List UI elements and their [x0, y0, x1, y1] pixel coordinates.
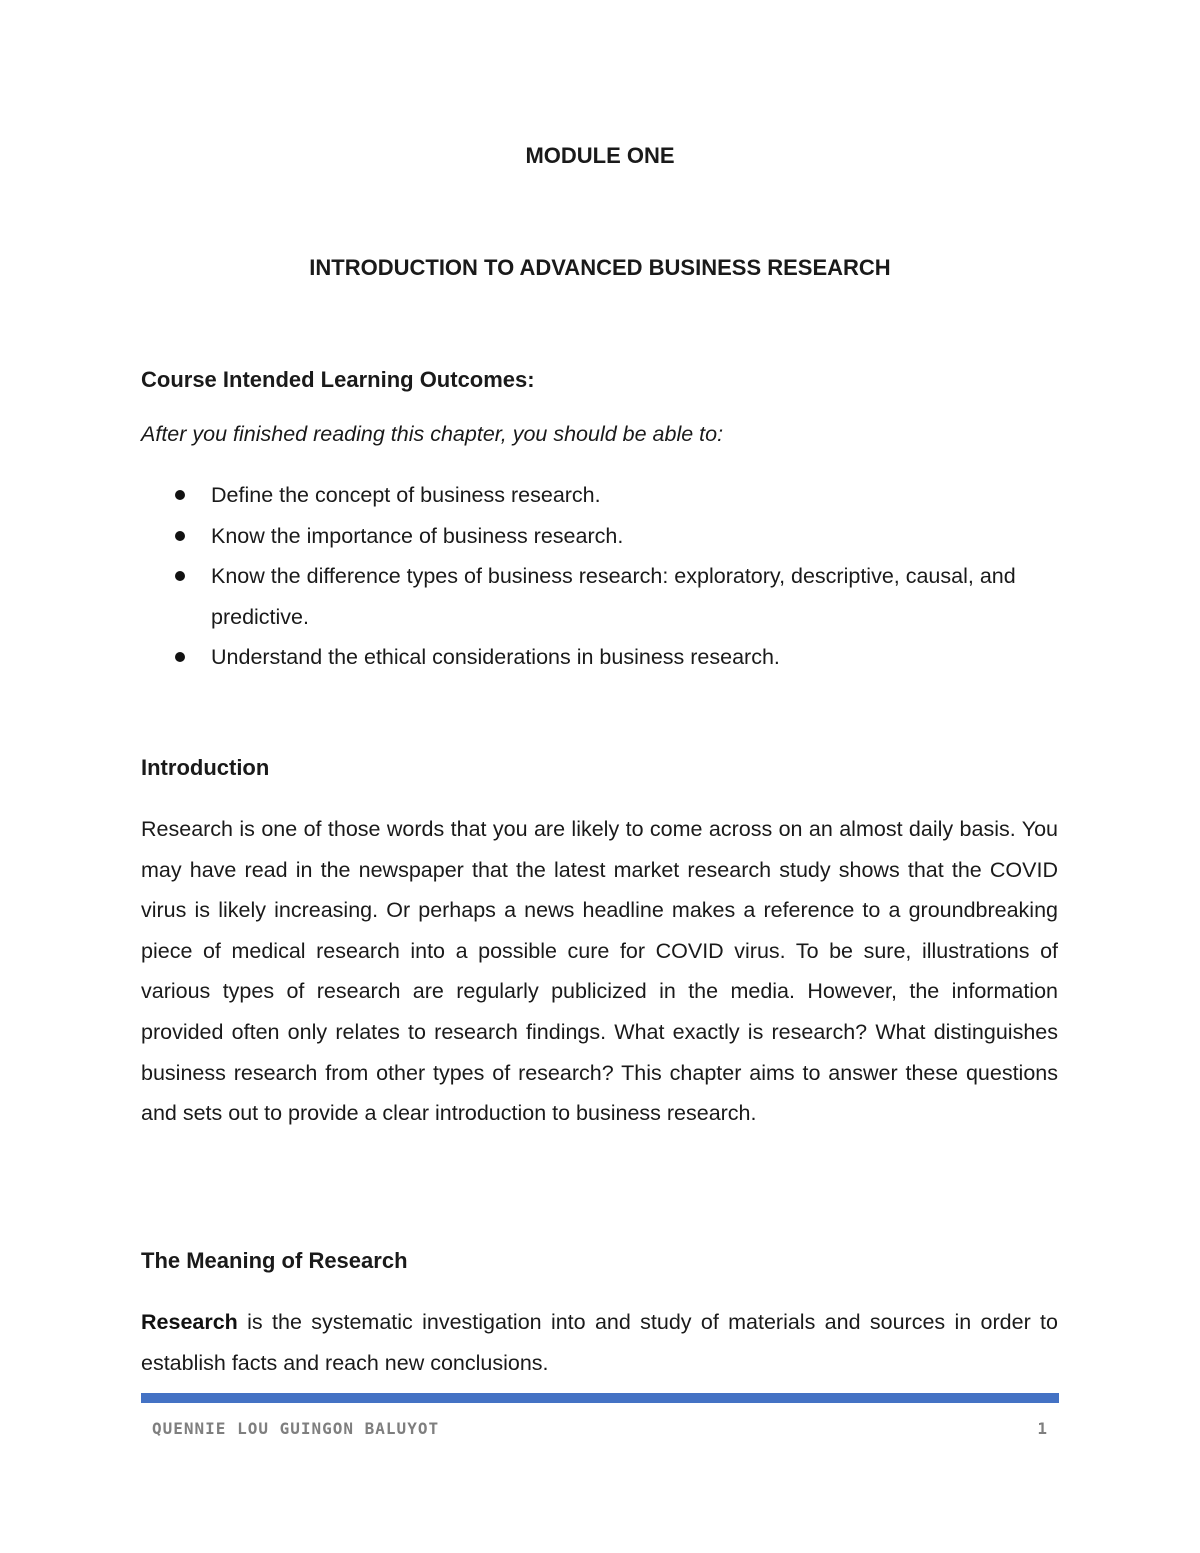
- introduction-section: [141, 755, 1058, 1134]
- module-title: MODULE ONE: [525, 143, 675, 168]
- bullet-icon: [175, 652, 185, 662]
- list-item: [141, 556, 1058, 637]
- bullet-icon: [175, 571, 185, 581]
- list-item: [141, 475, 1058, 516]
- list-item-text: Know the difference types of business research: exploratory, descriptive, causal, and predictive.: [211, 564, 1016, 629]
- footer-rule: [141, 1393, 1059, 1403]
- learning-outcomes-list: [141, 475, 1058, 678]
- meaning-section: [141, 1248, 1058, 1383]
- list-item: [141, 637, 1058, 678]
- list-item-text: Know the importance of business research.: [211, 523, 624, 548]
- introduction-heading: Introduction: [141, 755, 270, 780]
- chapter-title: INTRODUCTION TO ADVANCED BUSINESS RESEARCH: [309, 255, 891, 280]
- meaning-heading: The Meaning of Research: [141, 1248, 408, 1273]
- learning-outcomes-section: [141, 367, 1058, 678]
- footer-author: QUENNIE LOU GUINGON BALUYOT: [152, 1419, 440, 1438]
- bullet-icon: [175, 531, 185, 541]
- list-item-text: Define the concept of business research.: [211, 483, 601, 507]
- bullet-icon: [175, 490, 185, 500]
- definition-text: is the systematic investigation into and study of materials and sources in order to establish facts and reach new conclusions.: [141, 1310, 1058, 1375]
- page-number: 1: [1037, 1419, 1048, 1438]
- list-item: [141, 516, 1058, 557]
- list-item-text: Understand the ethical considerations in business research.: [211, 645, 780, 669]
- learning-outcomes-heading: Course Intended Learning Outcomes:: [141, 367, 535, 392]
- learning-outcomes-lead: After you finished reading this chapter, you should be able to:: [141, 422, 724, 446]
- introduction-paragraph: Research is one of those words that you are likely to come across on an almost daily basis. You may have read in the newspaper that the latest market research study shows that the COVID virus is likely increasing. Or perhaps a news headline makes a reference to a groundbreaking piece of medical research into a possible cure for COVID virus. To be sure, illustrations of various types of research are regularly publicized in the media. However, the information provided often only relates to research findings. What exactly is research? What distinguishes business research from other types of research? This chapter aims to answer these questions and sets out to provide a clear introduction to business research.: [141, 817, 1058, 1126]
- defined-term: Research: [141, 1310, 238, 1334]
- meaning-paragraph: [141, 1302, 1058, 1383]
